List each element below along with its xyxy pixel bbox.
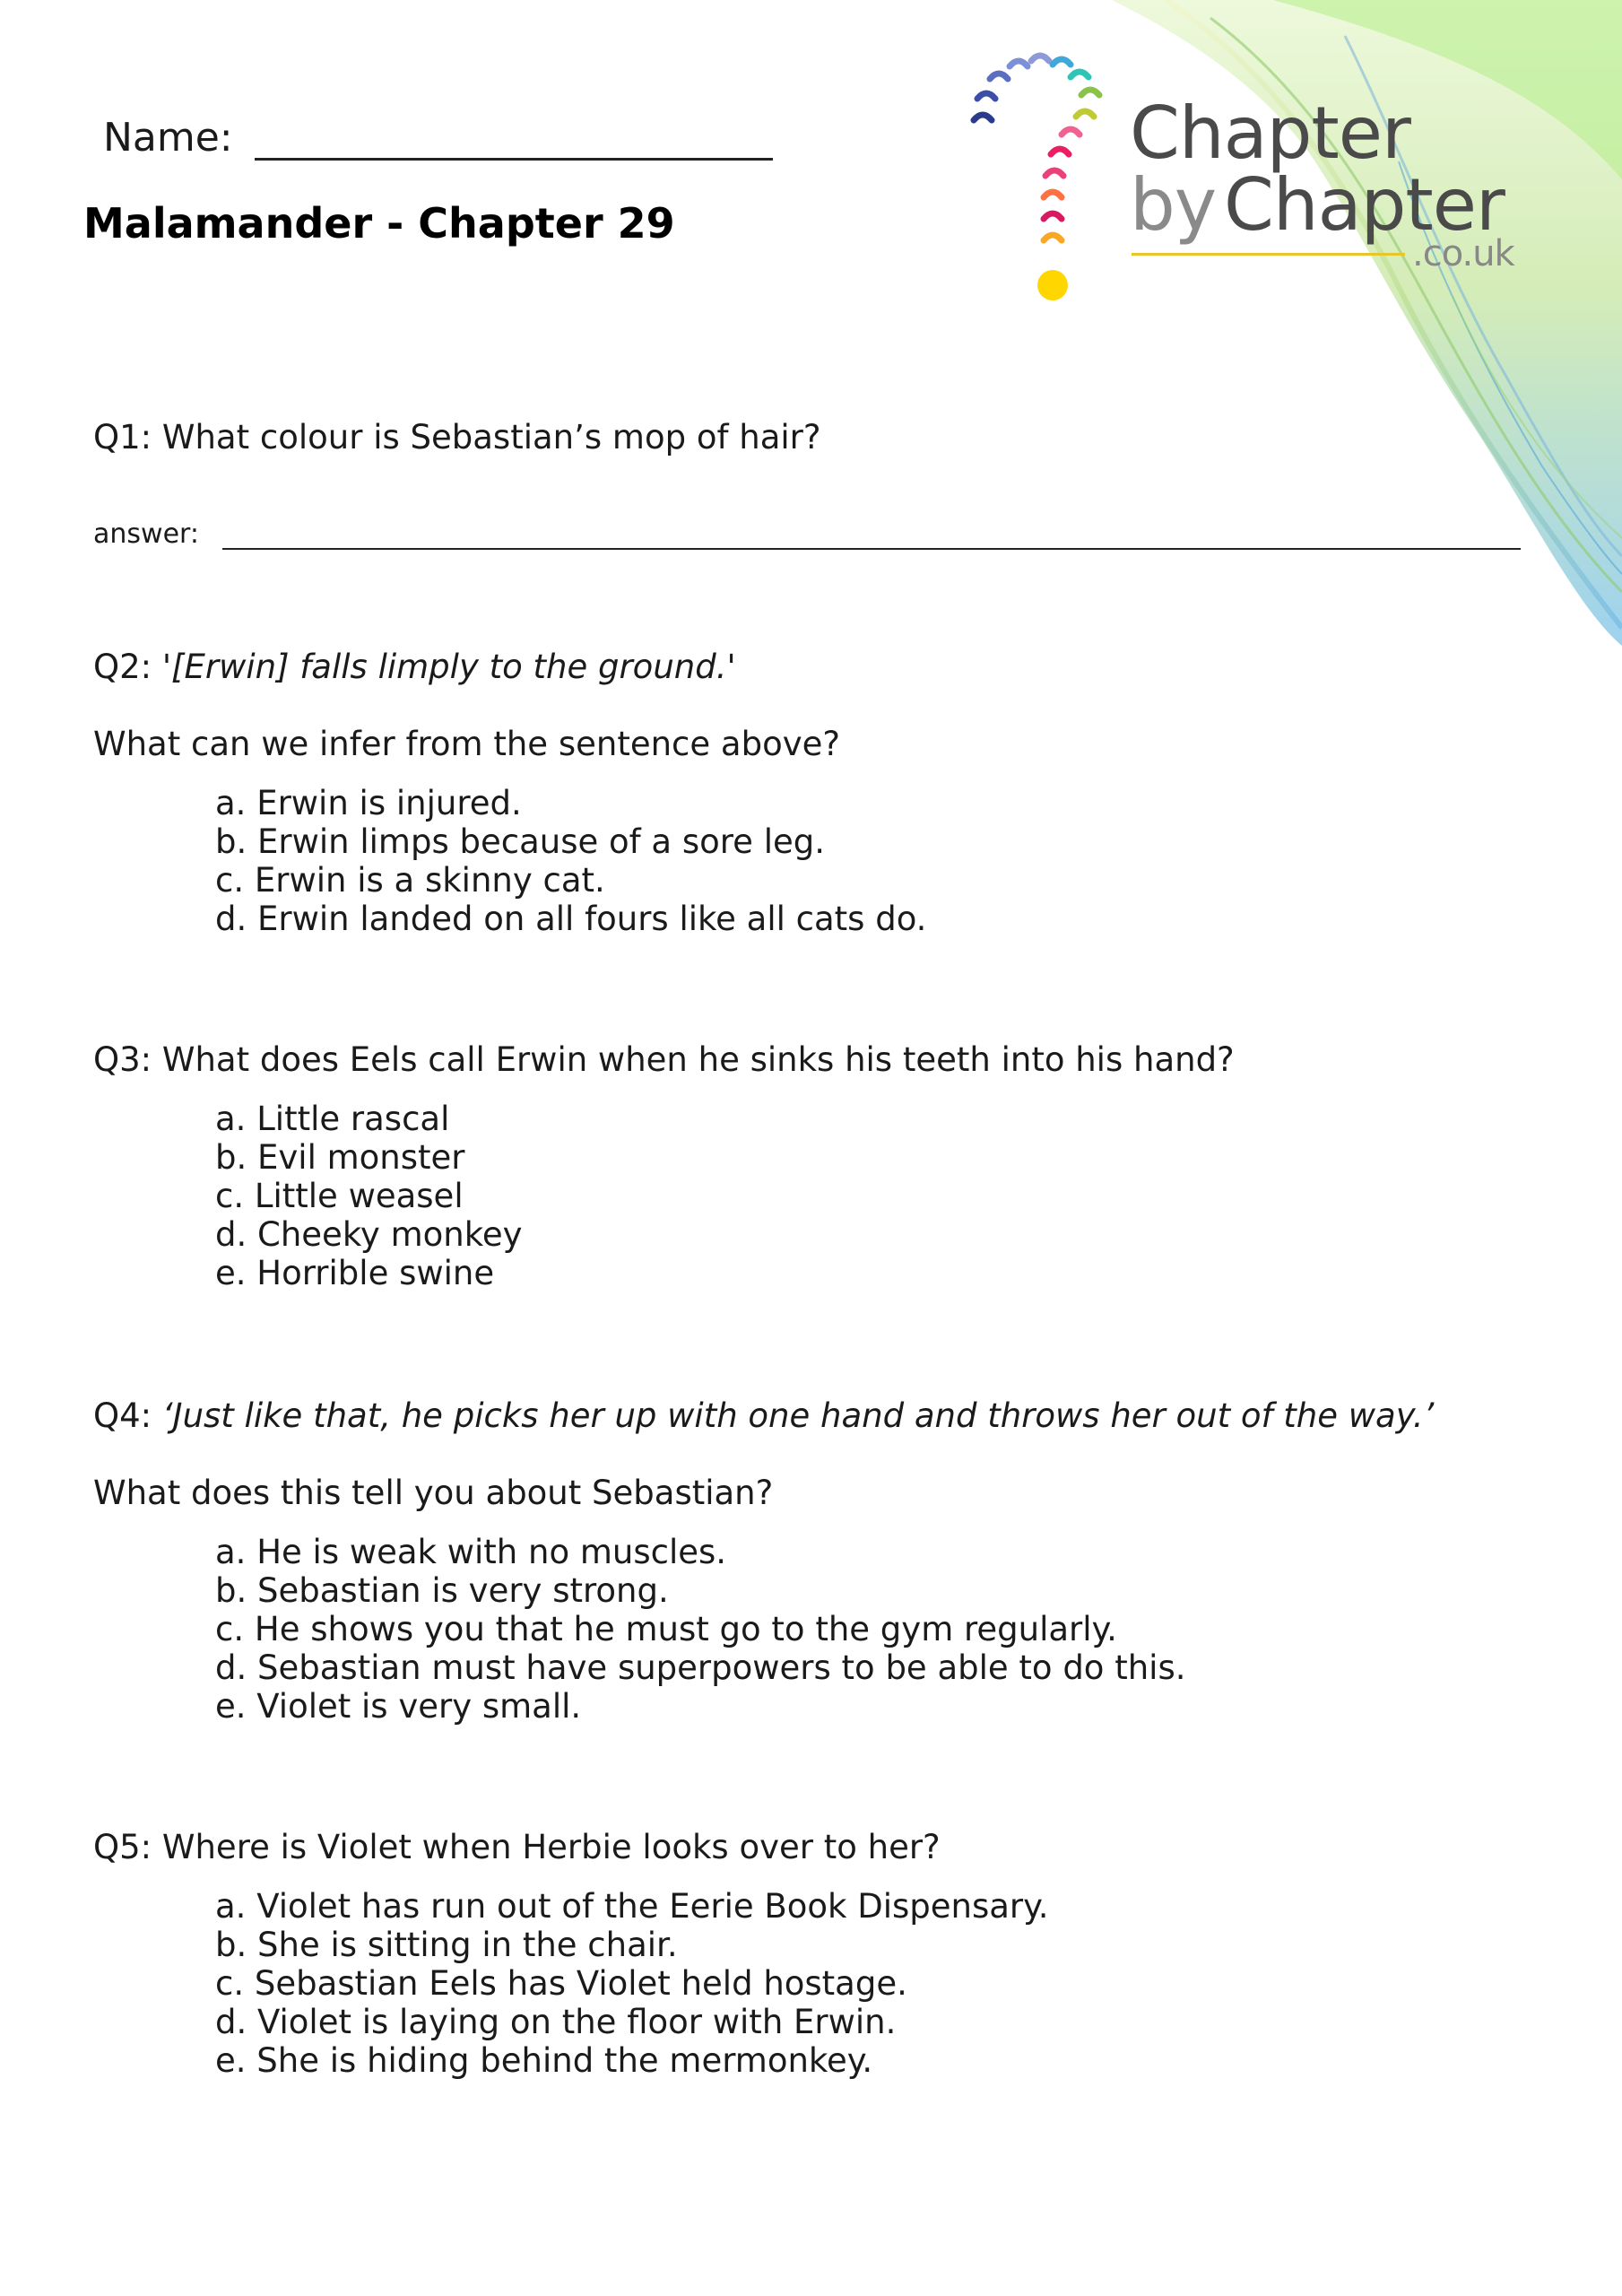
logo-text-chapter-2: Chapter — [1224, 163, 1505, 247]
question-2-quote: '[Erwin] falls limply to the ground.' — [161, 648, 736, 686]
worksheet-title: Malamander - Chapter 29 — [83, 199, 675, 248]
question-5: Q5: Where is Violet when Herbie looks over to her? — [93, 1828, 941, 1866]
option[interactable]: c. He shows you that he must go to the gym regularly. — [215, 1610, 1117, 1648]
logo-text-chapter: Chapter — [1130, 91, 1410, 175]
option[interactable]: b. Erwin limps because of a sore leg. — [215, 822, 825, 861]
option[interactable]: b. She is sitting in the chair. — [215, 1926, 678, 1964]
answer-input-line[interactable] — [222, 521, 1521, 550]
option[interactable]: a. Little rascal — [215, 1100, 450, 1138]
question-2-prompt: What can we infer from the sentence above? — [93, 725, 841, 763]
question-4-quote: ‘Just like that, he picks her up with one hand and throws her out of the way.’ — [161, 1396, 1435, 1435]
answer-label: answer: — [93, 518, 199, 550]
question-2 — [93, 648, 736, 687]
logo-text-by: by — [1130, 163, 1217, 247]
logo-text-domain: .co.uk — [1412, 233, 1514, 274]
option[interactable]: d. Violet is laying on the floor with Erwin. — [215, 2003, 897, 2041]
question-4-prompt: What does this tell you about Sebastian? — [93, 1474, 774, 1512]
question-1: Q1: What colour is Sebastian’s mop of hair? — [93, 418, 821, 457]
option[interactable]: a. Erwin is injured. — [215, 784, 522, 822]
question-2-label: Q2: — [93, 648, 162, 686]
chapter-by-chapter-logo — [959, 45, 1551, 314]
option[interactable]: b. Evil monster — [215, 1138, 465, 1177]
option[interactable]: c. Sebastian Eels has Violet held hostage. — [215, 1964, 907, 2003]
answer-field[interactable] — [93, 518, 1521, 550]
option[interactable]: d. Cheeky monkey — [215, 1215, 523, 1254]
question-4-label: Q4: — [93, 1396, 162, 1435]
option[interactable]: a. He is weak with no muscles. — [215, 1533, 727, 1571]
option[interactable]: c. Little weasel — [215, 1177, 464, 1215]
name-field[interactable] — [103, 115, 773, 161]
option[interactable]: e. Horrible swine — [215, 1254, 495, 1292]
question-3-options — [215, 1100, 523, 1292]
question-4-options — [215, 1533, 1186, 1726]
question-2-options — [215, 784, 926, 938]
book-arc-icon — [959, 45, 1130, 314]
option[interactable]: d. Erwin landed on all fours like all cats do. — [215, 900, 927, 938]
option[interactable]: e. Violet is very small. — [215, 1687, 582, 1726]
option[interactable]: c. Erwin is a skinny cat. — [215, 861, 605, 900]
option[interactable]: e. She is hiding behind the mermonkey. — [215, 2041, 873, 2080]
option[interactable]: d. Sebastian must have superpowers to be able to do this. — [215, 1648, 1186, 1687]
option[interactable]: b. Sebastian is very strong. — [215, 1571, 669, 1610]
option[interactable]: a. Violet has run out of the Eerie Book Dispensary. — [215, 1887, 1049, 1926]
question-3: Q3: What does Eels call Erwin when he sinks his teeth into his hand? — [93, 1040, 1235, 1079]
name-label: Name: — [103, 115, 233, 161]
question-4 — [93, 1396, 1434, 1436]
question-5-options — [215, 1887, 1049, 2080]
name-input-line[interactable] — [255, 118, 773, 161]
logo-underline — [1132, 253, 1405, 256]
